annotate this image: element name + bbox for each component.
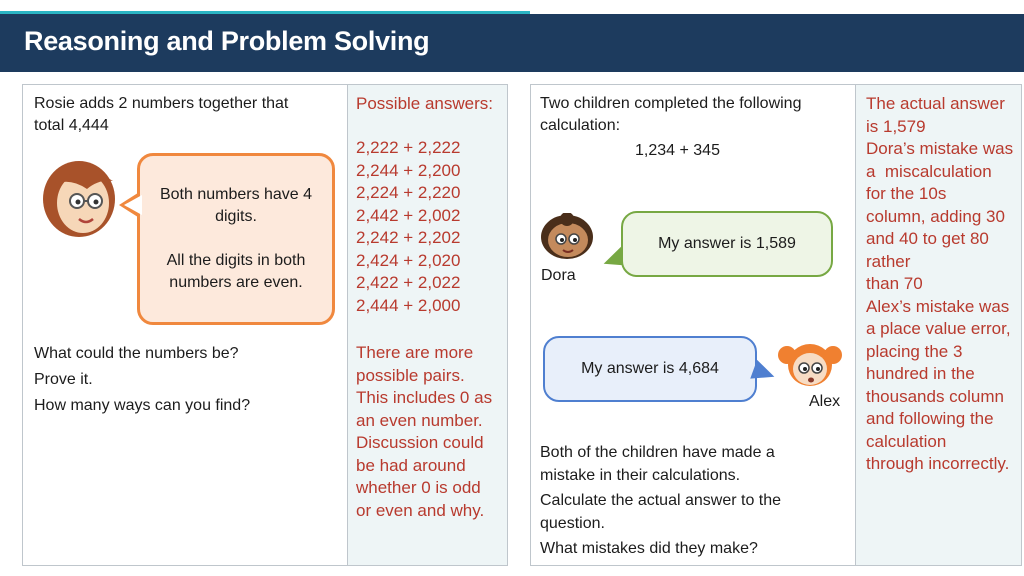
- answer-item: 2,222 + 2,222: [356, 138, 461, 157]
- intro-line: Two children completed the following: [540, 95, 802, 112]
- bubble-text: All the digits in both: [166, 252, 306, 269]
- right-answers-list: [866, 93, 1013, 476]
- answer-line: a place value error,: [866, 319, 1011, 338]
- bubble-text: Both numbers have 4: [159, 186, 313, 203]
- dora-bubble-text: My answer is 1,589: [658, 235, 796, 252]
- answer-item: 2,444 + 2,000: [356, 295, 461, 315]
- note-line: possible pairs.: [356, 365, 465, 385]
- answer-line: through incorrectly.: [866, 454, 1010, 473]
- rosie-avatar-icon: [39, 155, 121, 239]
- left-panel: [22, 84, 508, 566]
- answers-list: [356, 137, 460, 317]
- right-prompts: [540, 441, 781, 560]
- answer-line: and following the: [866, 409, 994, 428]
- left-answers-column: [347, 85, 507, 565]
- prompt-line: Prove it.: [34, 371, 93, 388]
- answer-item: 2,422 + 2,022: [356, 273, 461, 292]
- answers-title: Possible answers:: [356, 94, 494, 113]
- intro-line: calculation:: [540, 117, 621, 134]
- answer-line: The actual answer: [866, 94, 1005, 113]
- orange-bubble-tail-inner: [124, 195, 142, 215]
- note-line: This includes 0 as: [356, 388, 493, 407]
- dora-avatar-icon: [539, 213, 595, 261]
- prompt-line: mistake in their calculations.: [540, 467, 741, 484]
- right-intro: [540, 93, 801, 137]
- answer-line: placing the 3: [866, 341, 963, 361]
- right-answers-column: [855, 85, 1021, 565]
- page-title: Reasoning and Problem Solving: [24, 26, 430, 56]
- note-line: There are more: [356, 343, 474, 362]
- prompt-line: Both of the children have made a: [540, 444, 775, 461]
- note-line: whether 0 is odd: [356, 478, 481, 497]
- answer-line: is 1,579: [866, 116, 926, 136]
- answer-line: a miscalculation: [866, 161, 992, 181]
- note-line: Discussion could: [356, 433, 484, 452]
- answer-line: and 40 to get 80: [866, 229, 989, 248]
- answer-item: 2,442 + 2,002: [356, 205, 461, 225]
- bubble-text: digits.: [215, 208, 257, 225]
- prompt-line: What could the numbers be?: [34, 345, 239, 362]
- prompt-line: Calculate the actual answer to the: [540, 492, 782, 509]
- answer-line: for the 10s: [866, 184, 947, 203]
- answer-line: calculation: [866, 431, 947, 451]
- prompt-line: What mistakes did they make?: [540, 540, 758, 557]
- dora-name: Dora: [541, 267, 576, 284]
- prompt-line: How many ways can you find?: [34, 397, 251, 414]
- answer-item: 2,224 + 2,220: [356, 183, 461, 202]
- bubble-text: numbers are even.: [169, 274, 303, 291]
- alex-bubble-text: My answer is 4,684: [581, 360, 719, 377]
- alex-speech-bubble: [543, 336, 757, 402]
- answer-line: Alex’s mistake was: [866, 296, 1010, 316]
- answer-line: hundred in the: [866, 364, 975, 383]
- prompt-line: question.: [540, 515, 605, 532]
- alex-avatar-icon: [777, 339, 843, 389]
- answer-line: Dora’s mistake was: [866, 139, 1014, 158]
- note-line: an even number.: [356, 410, 483, 430]
- alex-name: Alex: [809, 393, 841, 410]
- answer-item: 2,242 + 2,202: [356, 228, 461, 247]
- answer-line: than 70: [866, 274, 923, 293]
- answer-line: thousands column: [866, 386, 1004, 406]
- dora-speech-bubble: [621, 211, 833, 277]
- answers-notes: [356, 342, 492, 522]
- question-line: Rosie adds 2 numbers together that: [34, 95, 289, 112]
- answer-item: 2,424 + 2,020: [356, 250, 461, 270]
- rosie-speech-bubble: [137, 153, 335, 325]
- note-line: or even and why.: [356, 500, 485, 520]
- left-prompts: [34, 341, 250, 419]
- calculation-text: 1,234 + 345: [635, 142, 720, 159]
- answer-line: column, adding 30: [866, 206, 1005, 226]
- right-panel: [530, 84, 1022, 566]
- note-line: be had around: [356, 455, 466, 475]
- left-question: [34, 93, 288, 137]
- answer-item: 2,244 + 2,200: [356, 160, 461, 180]
- question-line: total 4,444: [34, 117, 109, 134]
- answer-line: rather: [866, 251, 911, 271]
